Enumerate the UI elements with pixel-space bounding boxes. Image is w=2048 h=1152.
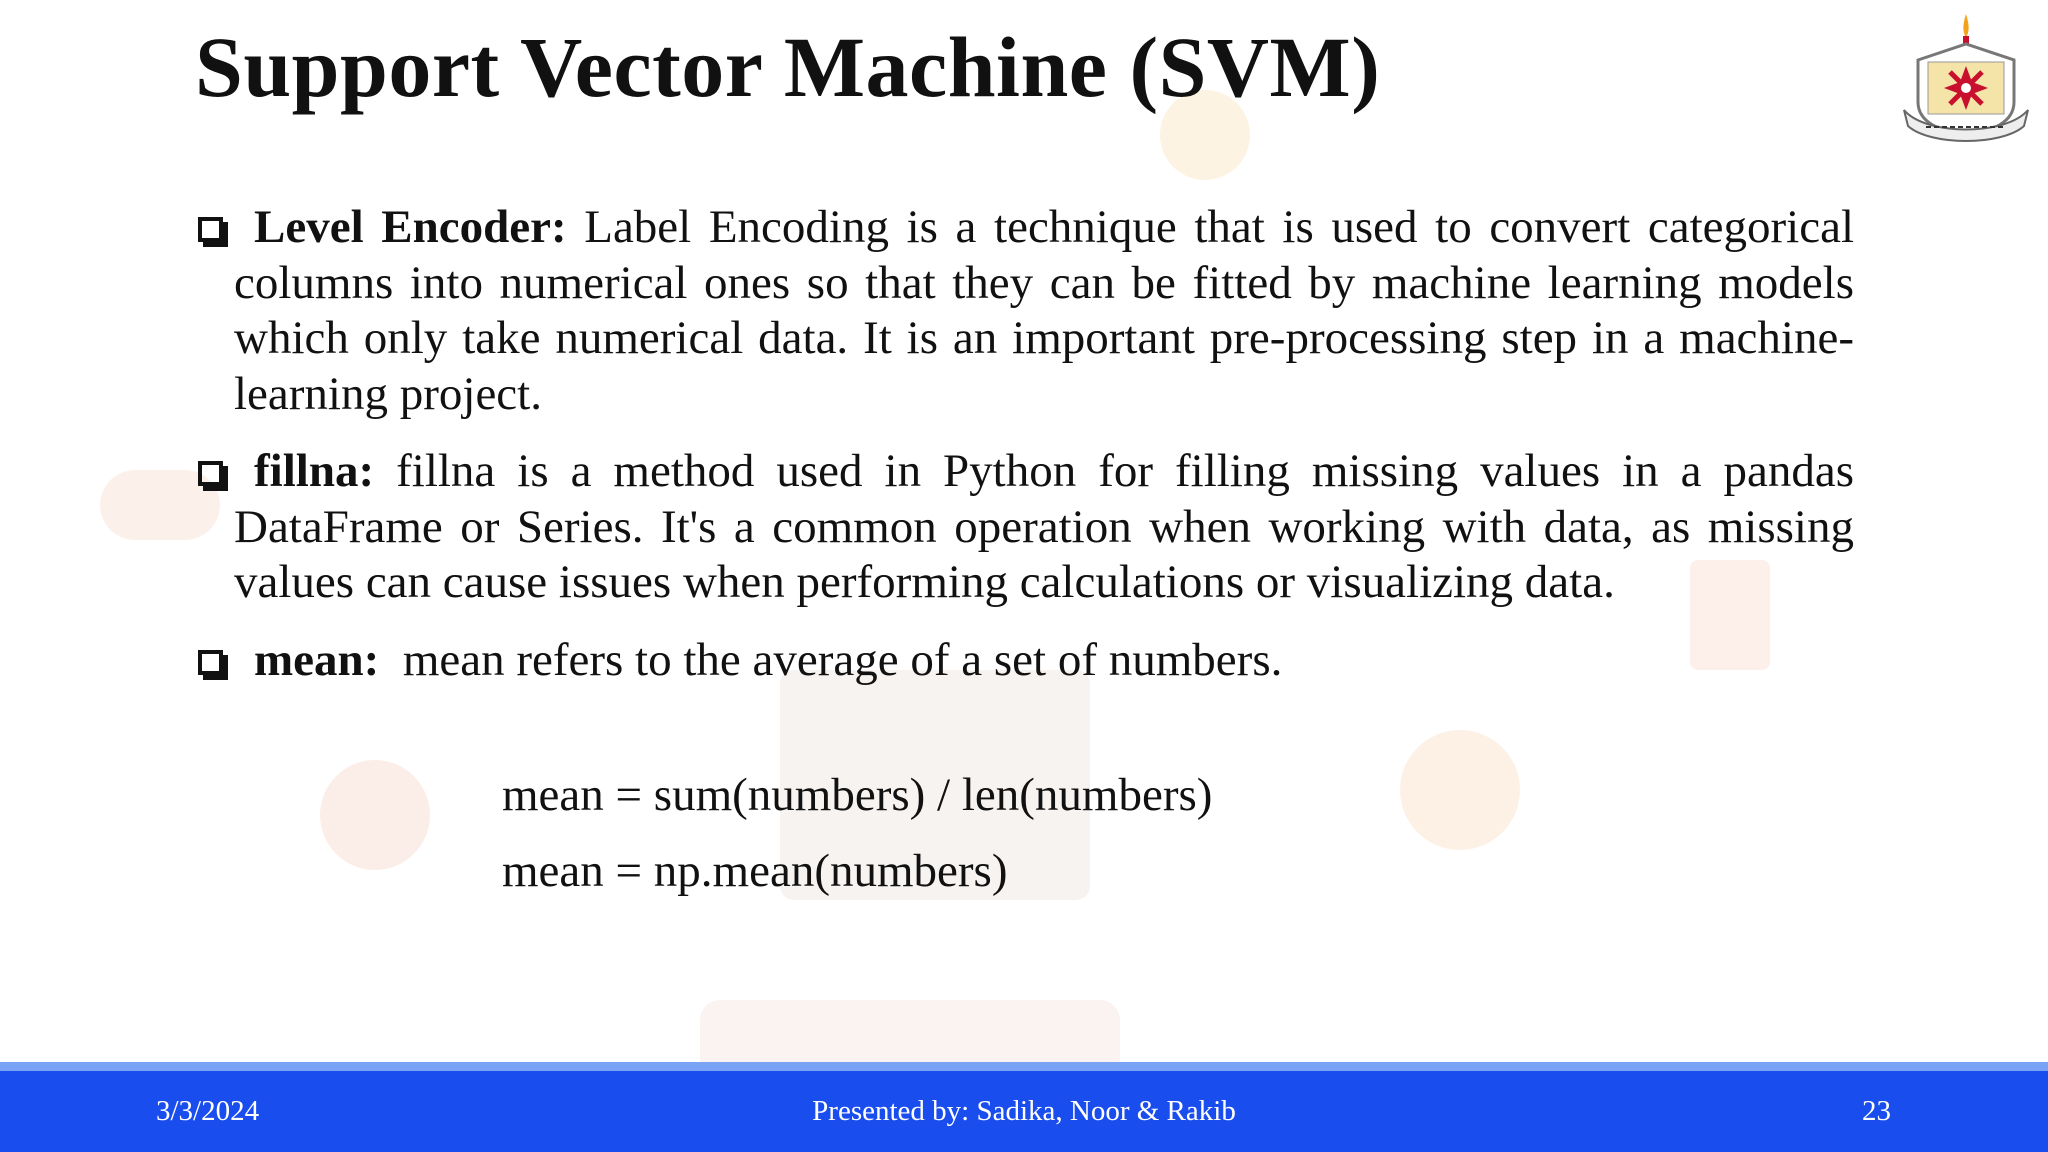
page-number: 23 bbox=[1862, 1095, 1891, 1127]
footer-bar bbox=[0, 1071, 2048, 1152]
bullet-item bbox=[198, 200, 1854, 422]
footer-presenter: Presented by: Sadika, Noor & Rakib bbox=[812, 1095, 1236, 1127]
footer-date: 3/3/2024 bbox=[156, 1095, 260, 1127]
checkbox-bullet-icon bbox=[198, 217, 223, 242]
bullet-text: mean refers to the average of a set of numbers. bbox=[402, 633, 1283, 686]
footer-divider bbox=[0, 1062, 2048, 1071]
slide-title: Support Vector Machine (SVM) bbox=[195, 19, 1381, 115]
bullet-text: Label Encoding is a technique that is used to convert categorical columns into numerical ones so that they can be fitted by machine learning models which only take numerical data. It is an important pre-processing step in a machine-learning project. bbox=[234, 201, 1855, 420]
formula-line: mean = sum(numbers) / len(numbers) bbox=[502, 769, 1213, 821]
bullet-list bbox=[198, 200, 1854, 710]
university-seal-icon bbox=[1896, 10, 2036, 145]
bullet-item bbox=[198, 444, 1854, 611]
checkbox-bullet-icon bbox=[198, 650, 223, 675]
bullet-item bbox=[198, 633, 1854, 689]
background-decoration bbox=[1400, 730, 1520, 850]
bullet-text: fillna is a method used in Python for filling missing values in a pandas DataFrame or Series. It's a common operation when working with data, as missing values can cause issues when performing calculations or visualizing data. bbox=[234, 445, 1854, 608]
background-decoration bbox=[320, 760, 430, 870]
bullet-term: Level Encoder: bbox=[254, 201, 567, 253]
checkbox-bullet-icon bbox=[198, 461, 223, 486]
bullet-term: fillna: bbox=[254, 445, 375, 497]
formula-line: mean = np.mean(numbers) bbox=[502, 845, 1008, 897]
bullet-term: mean: bbox=[254, 633, 380, 686]
